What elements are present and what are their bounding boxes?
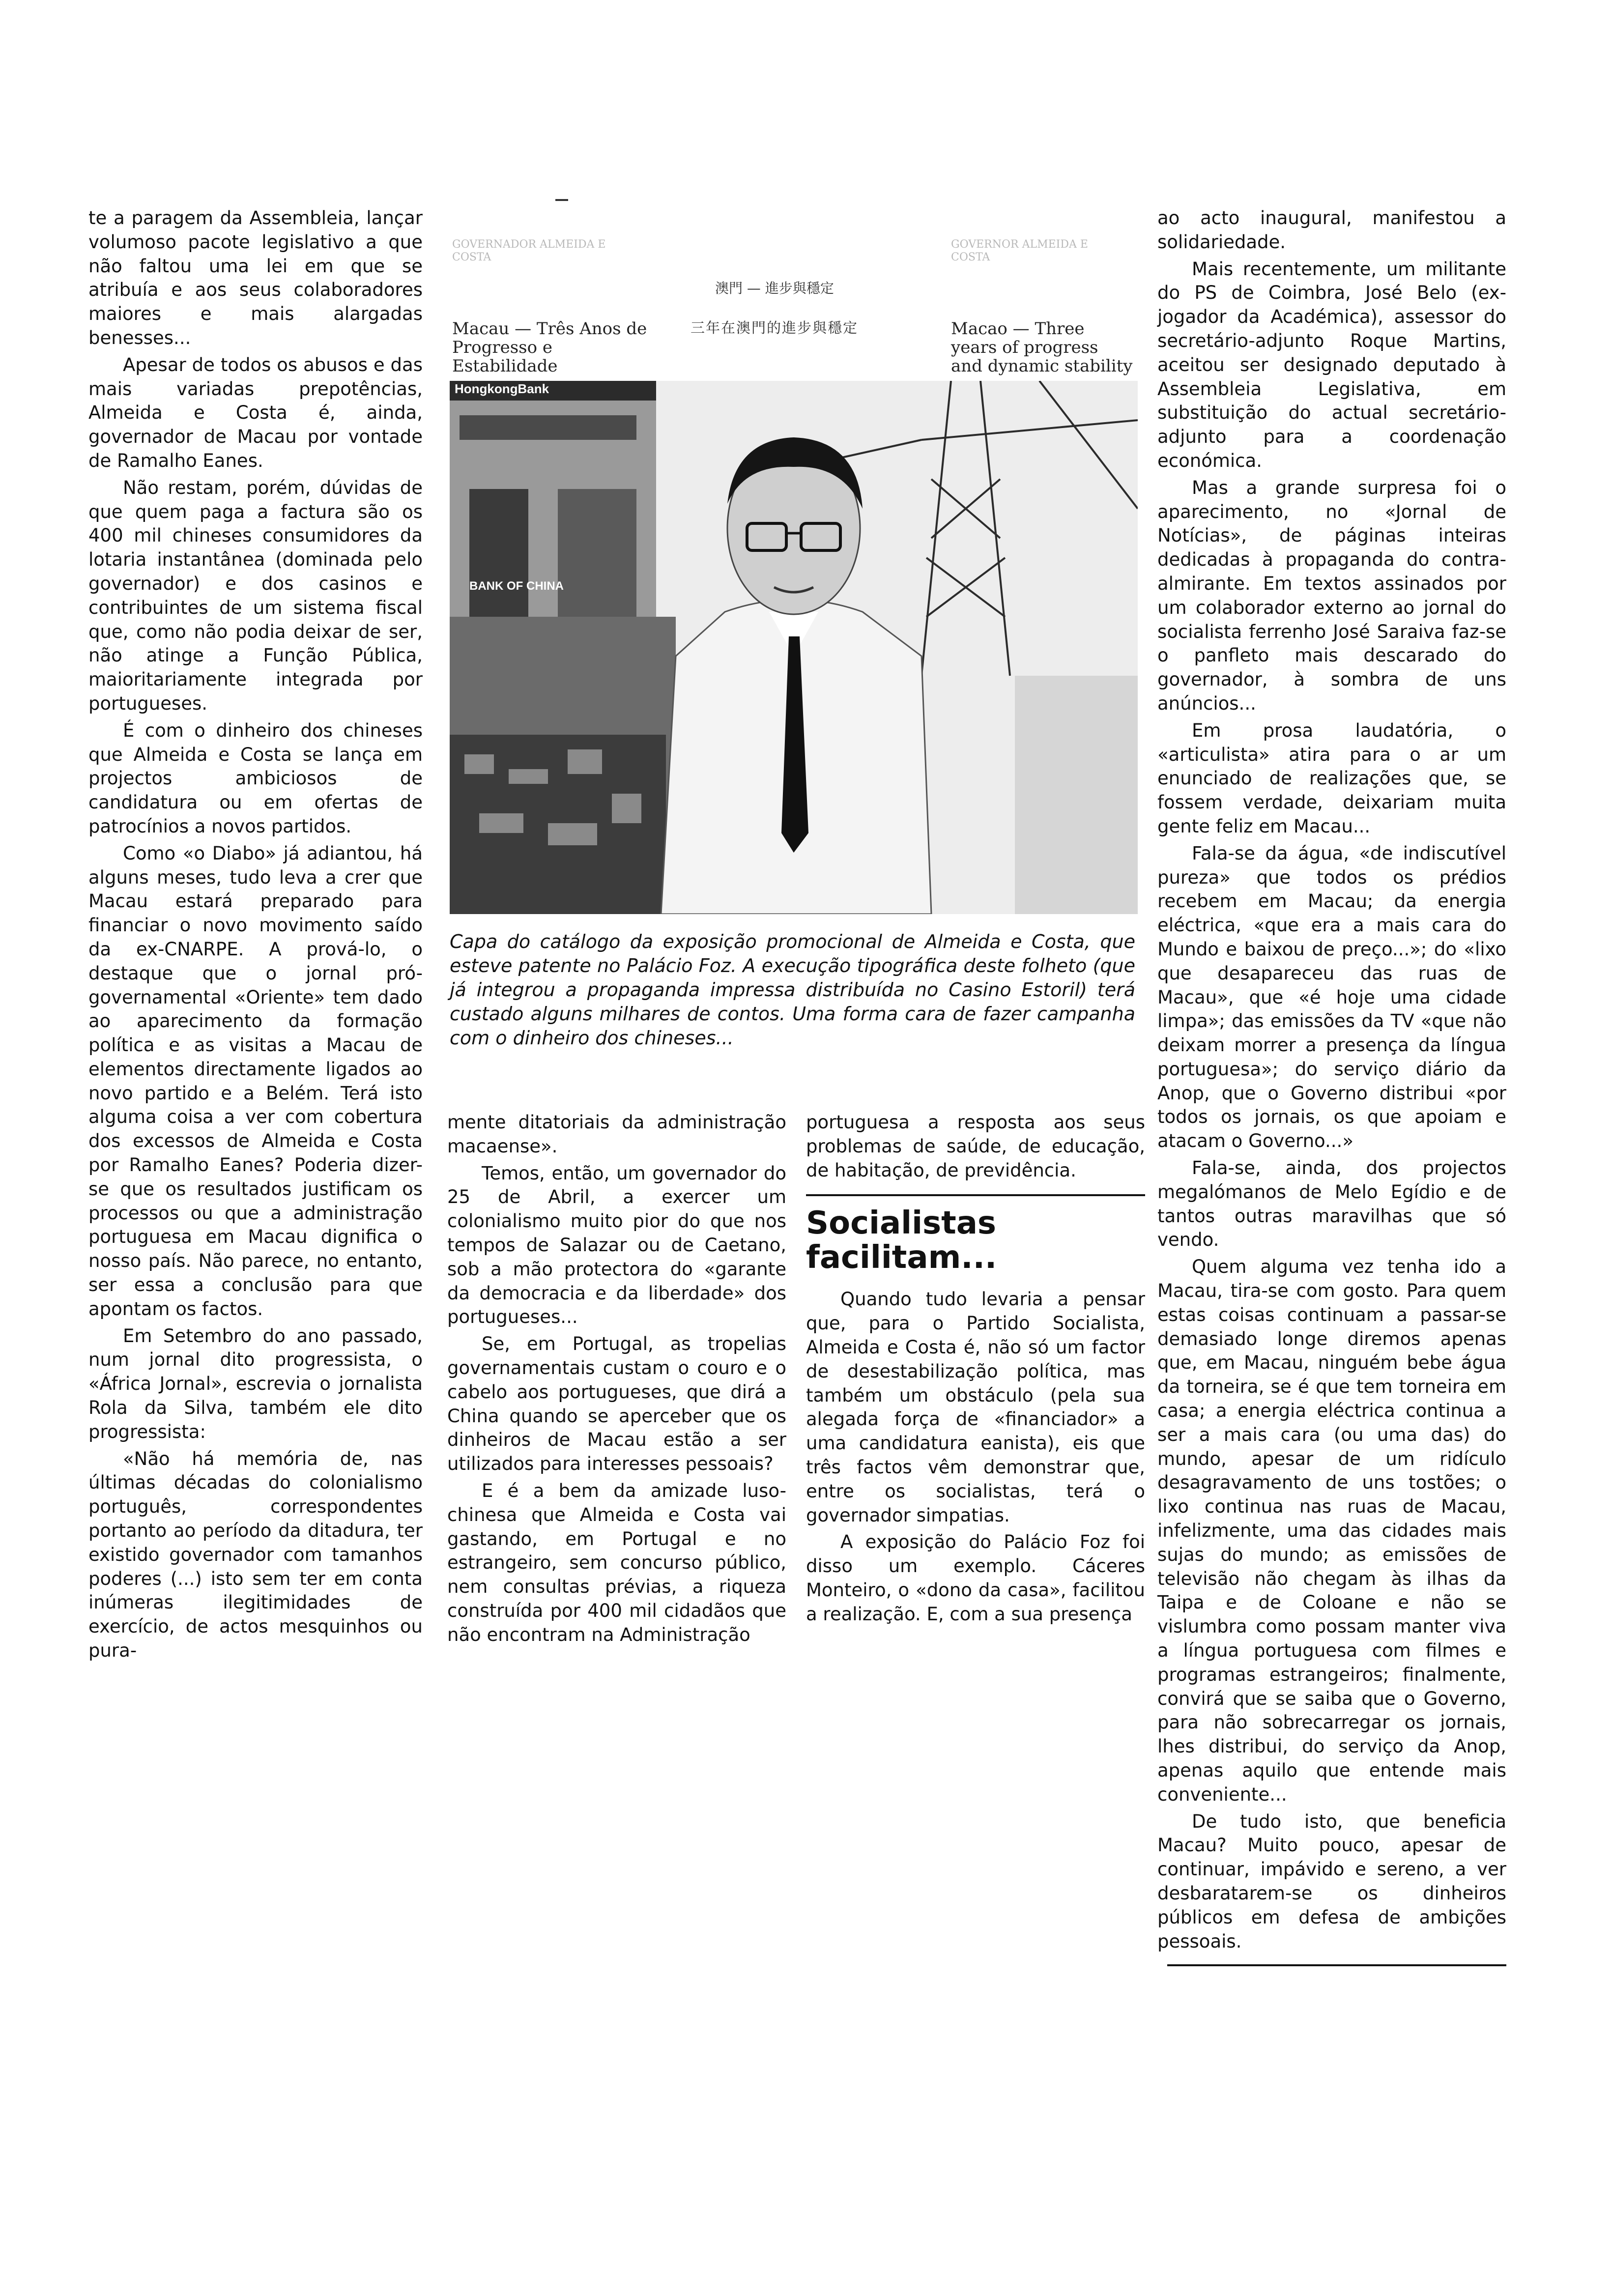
paragraph: Quem alguma vez tenha ido a Macau, tira-se com gosto. Para quem estas coisas continuam a passar-se demasiado longe diremos apenas que, em Macau, ninguém bebe água da torneira, se é que tem torneira em casa; a energia eléctrica continua a ser a mais cara (ou uma das) do mundo, apesar de um ridículo desagravamento de uns tostões; o lixo continua nas ruas de Macau, infelizmente, uma das cidades mais sujas do mundo; as emissões de televisão não chegam às ilhas da Taipa e de Coloane e não se vislumbra como possam manter viva a língua portuguesa com filmes e programas estrangeiros; finalmente, convirá que se saiba que o Governo, para não sobrecarregar os jornais, lhes distribui, do serviço da Anop, apenas aquilo que entende mais conveniente...: [1157, 1256, 1506, 1805]
paragraph: Se, em Portugal, as tropelias governamentais custam o couro e o cabelo aos portugueses, que dirá a China quando se aperceber que os dinheiros de Macau estão a ser utilizados para interesses pessoais?: [447, 1333, 786, 1475]
paragraph: Fala-se, ainda, dos projectos megalómanos de Melo Egídio e de tantos outras maravilhas que só vendo.: [1157, 1157, 1506, 1251]
paragraph: te a paragem da Assembleia, lançar volumoso pacote legislativo a que não faltou uma lei em que se atribuía e aos seus colaboradores maiores e mais alargadas benesses...: [88, 207, 423, 348]
paragraph: Não restam, porém, dúvidas de que quem paga a factura são os 400 mil chineses consumidores da lotaria instantânea (dominada pelo governador) e dos casinos e contribuintes de um sistema fiscal que, como não podia deixar de ser, não atinge a Função Pública, maioritariamente integrada por portugueses.: [88, 477, 423, 714]
catalog-title-portuguese: Macau — Três Anos de Progresso e Estabilidade: [452, 319, 647, 376]
paragraph: Mas a grande surpresa foi o aparecimento, no «Jornal de Notícias», de páginas inteiras dedicadas à propaganda do contra-almirante. Em textos assinados por um colaborador externo ao jornal do socialista ferrenho José Saraiva faz-se o panfleto mais descarado do governador, à sombra de uns anúncios...: [1157, 477, 1506, 714]
paragraph: Apesar de todos os abusos e das mais variadas prepotências, Almeida e Costa é, ainda, governador de Macau por vontade de Ramalho Eanes.: [88, 354, 423, 471]
quote-paragraph: «Não há memória de, nas últimas décadas do colonialismo português, correspondentes portanto ao período da ditadura, ter existido governador com tamanhos poderes (...) isto sem ter em conta inúmeras ilegitimidades de exercício, de actos mesquinhos ou pura-: [88, 1448, 423, 1662]
article-end-rule: [1167, 1964, 1506, 1966]
article-column-1: [88, 206, 423, 1666]
faint-header-right: GOVERNOR ALMEIDA E COSTA: [951, 238, 1088, 263]
paragraph: A exposição do Palácio Foz foi disso um exemplo. Cáceres Monteiro, o «dono da casa», facilitou a realização. E, com a sua presença: [806, 1531, 1145, 1625]
paragraph: Em Setembro do ano passado, num jornal dito progressista, o «África Jornal», escrevia o jornalista Rola da Silva, também ele dito progressista:: [88, 1325, 423, 1442]
paragraph: ao acto inaugural, manifestou a solidariedade.: [1157, 207, 1506, 253]
faint-header-left: GOVERNADOR ALMEIDA E COSTA: [452, 238, 606, 263]
catalog-subtitle-chinese: 三年在澳門的進步與穩定: [691, 319, 859, 336]
catalog-title-chinese: 澳門 — 進步與穩定: [715, 280, 834, 296]
bank-sign-text-2: BANK OF CHINA: [469, 579, 564, 593]
article-column-2: [447, 1111, 786, 1650]
paragraph: E é a bem da amizade luso-chinesa que Almeida e Costa vai gastando, em Portugal e no estrangeiro, sem concurso público, nem consultas prévias, a riqueza construída por 400 mil cidadãos que não encontram na Administração: [447, 1480, 786, 1645]
paragraph: De tudo isto, que beneficia Macau? Muito pouco, apesar de continuar, impávido e sereno, a ver desbaratarem-se os dinheiros públicos em defesa de ambições pessoais.: [1157, 1810, 1506, 1952]
paragraph: Quando tudo levaria a pensar que, para o Partido Socialista, Almeida e Costa é, não só um factor de desestabilização política, mas também um obstáculo (pela sua alegada força de «financiador» a uma candidatura eanista), eis que três factos vêm demonstrar que, entre os socialistas, terá o governador simpatias.: [806, 1289, 1145, 1526]
paragraph: Fala-se da água, «de indiscutível pureza» que todos os prédios recebem em Macau; da energia eléctrica, «que era a mais cara do Mundo e baixou de preço...»; do «lixo que desapareceu das ruas de Macau», que «é hoje uma cidade limpa»; das emissões da TV «que não deixam morrer a presença da língua portuguesa»; do serviço diário da Anop, que o Governo distribui «por todos os jornais, os que apoiam e atacam o Governo...»: [1157, 842, 1506, 1152]
governor-portrait-image: [450, 381, 1138, 914]
bank-sign-text: HongkongBank: [455, 381, 549, 396]
paragraph: Em prosa laudatória, o «articulista» atira para o ar um enunciado de realizações que, se fossem verdade, deixariam muita gente feliz em Macau...: [1157, 719, 1506, 837]
section-divider: [806, 1194, 1145, 1196]
paragraph: É com o dinheiro dos chineses que Almeida e Costa se lança em projectos ambiciosos de candidatura ou em ofertas de patrocínios a novos partidos.: [88, 719, 423, 837]
paragraph: mente ditatoriais da administração macaense».: [447, 1112, 786, 1157]
catalog-cover-photo: [450, 219, 1138, 917]
paragraph: Como «o Diabo» já adiantou, há alguns meses, tudo leva a crer que Macau estará preparado para financiar o novo movimento saído da ex-CNARPE. A prová-lo, o destaque que o jornal pró-governamental «Oriente» tem dado ao aparecimento da formação política e as visitas a Macau de elementos directamente ligados ao novo partido e a Belém. Terá isto alguma coisa a ver com cobertura dos excessos de Almeida e Costa por Ramalho Eanes? Poderia dizer-se que os resultados justificam os processos ou que a administração portuguesa em Macau dignifica o nosso país. Não parece, no entanto, ser essa a conclusão para que apontam os factos.: [88, 842, 423, 1320]
paragraph: portuguesa a resposta aos seus problemas de saúde, de educação, de habitação, de previdência.: [806, 1112, 1145, 1181]
section-subheading: Socialistas facilitam...: [806, 1205, 997, 1276]
catalog-title-english: Macao — Three years of progress and dynamic stability: [951, 319, 1133, 376]
photo-caption: Capa do catálogo da exposição promocional de Almeida e Costa, que esteve patente no Palácio Foz. A execução tipográfica deste folheto (que já integrou a propaganda impressa distribuída no Casino Estoril) terá custado alguns milhares de contos. Uma forma cara de fazer campanha com o dinheiro dos chineses...: [450, 931, 1135, 1049]
paragraph: Temos, então, um governador do 25 de Abril, a exercer um colonialismo muito pior do que nos tempos de Salazar ou de Caetano, sob a mão protectora do «garante da democracia e da liberdade» dos portugueses...: [447, 1162, 786, 1328]
top-dash-mark: [555, 199, 568, 201]
article-column-3: [806, 1111, 1145, 1630]
article-column-4: [1157, 206, 1506, 1966]
paragraph: Mais recentemente, um militante do PS de Coimbra, José Belo (ex-jogador da Académica), assessor do secretário-adjunto Roque Martins, aceitou ser designado deputado à Assembleia Legislativa, em substituição do actual secretário-adjunto para a coordenação económica.: [1157, 258, 1506, 471]
